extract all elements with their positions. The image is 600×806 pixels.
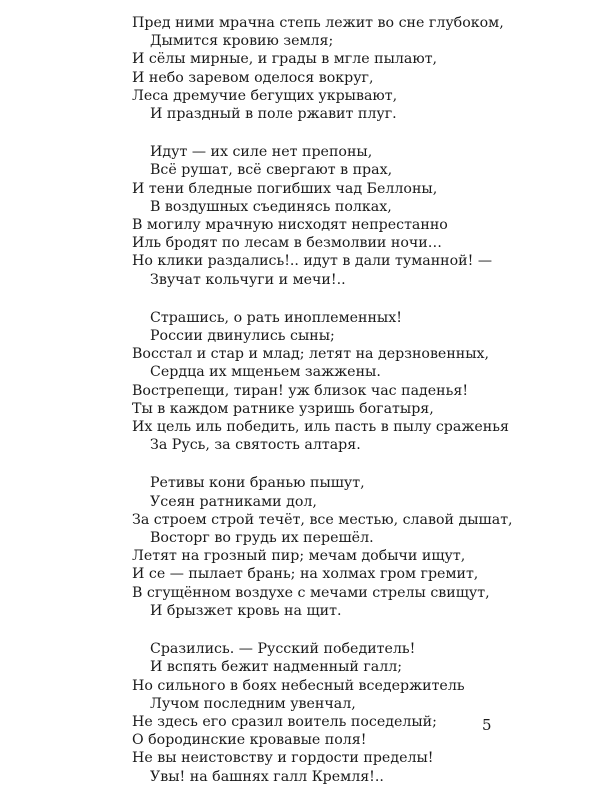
poem-line: Но сильного в боях небесный вседержитель	[132, 677, 465, 694]
poem-line: Летят на грозный пир; мечам добычи ищут,	[132, 548, 466, 565]
poem-line: Леса дремучие бегущих укрывают,	[132, 87, 398, 104]
poem-line: Пред ними мрачна степь лежит во сне глубоком,	[132, 15, 504, 31]
poem-line: Усеян ратниками дол,	[150, 493, 317, 510]
poem-line: И сёлы мирные, и грады в мгле пылают,	[132, 51, 438, 68]
poem-line: В сгущённом воздухе с мечами стрелы свищут,	[132, 584, 490, 601]
poem-line: Не здесь его сразил воитель поседелый;	[132, 713, 437, 730]
poem-line: И небо заревом оделося вокруг,	[132, 69, 374, 86]
poem-line: И брызжет кровь на щит.	[150, 602, 342, 619]
stanza	[132, 309, 572, 455]
poem-line: В могилу мрачную нисходят непрестанно	[132, 217, 448, 234]
poem-line: Не вы неистовству и гордости пределы!	[132, 750, 434, 767]
poem-line: Иль бродят по лесам в безмолвии ночи…	[132, 235, 442, 252]
stanza	[132, 474, 572, 620]
poem-line: Вострепещи, тиран! уж близок час паденья!	[132, 382, 469, 399]
poem-line: За Русь, за святость алтаря.	[150, 437, 361, 454]
poem-line: Дымится кровию земля;	[150, 33, 334, 50]
poem-line: И се — пылает брань; на холмах гром гремит,	[132, 566, 479, 583]
poem-line: Идут — их силе нет препоны,	[150, 144, 373, 161]
poem-line: И тени бледные погибших чад Беллоны,	[132, 180, 438, 197]
poem-line: Но клики раздались!.. идут в дали туманной! —	[132, 253, 493, 270]
poem-line: И праздный в поле ржавит плуг.	[150, 106, 397, 123]
stanza	[132, 143, 572, 289]
poem-line: Ты в каждом ратнике узришь богатыря,	[132, 400, 434, 417]
poem-line: Сердца их мщеньем зажжены.	[150, 364, 381, 381]
poem-line: И вспять бежит надменный галл;	[150, 659, 403, 676]
poem-line: Восстал и стар и млад; летят на дерзновенных,	[132, 346, 490, 363]
poem-line: России двинулись сыны;	[150, 328, 335, 345]
poem-line: Увы! на башнях галл Кремля!..	[150, 768, 384, 785]
poem-line: Страшись, о рать иноплеменных!	[150, 309, 402, 326]
poem-line: Восторг во грудь их перешёл.	[150, 530, 374, 547]
poem-line: Их цель иль победить, иль пасть в пылу сраженья	[132, 419, 509, 436]
poem-line: Лучом последним увенчал,	[150, 695, 356, 712]
poem-line: Звучат кольчуги и мечи!..	[150, 271, 346, 288]
poem-line: За строем строй течёт, все местью, славой дышат,	[132, 511, 513, 528]
poem-line: Всё рушат, всё свергают в прах,	[150, 162, 393, 179]
page-number: 5	[482, 716, 492, 734]
poem-line: В воздушных съединясь полках,	[150, 198, 392, 215]
poem-line: Сразились. — Русский победитель!	[150, 641, 416, 658]
stanza	[132, 640, 572, 786]
stanza	[132, 14, 572, 123]
poem-line: Ретивы кони бранью пышут,	[150, 475, 365, 492]
poem-text	[132, 14, 572, 806]
poem-line: О бородинские кровавые поля!	[132, 732, 367, 749]
